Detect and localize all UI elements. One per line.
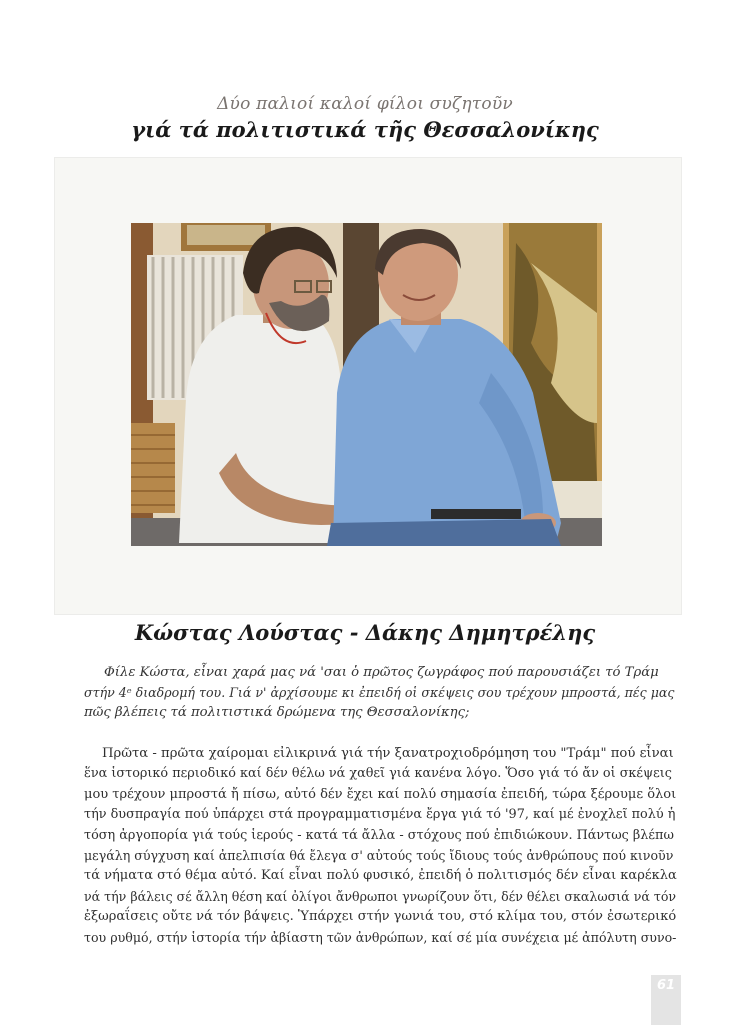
answer-line: νά τήν βάλεις σέ ἄλλη θέση καί ὀλίγοι ἄνθρωποι γνωρίζουν ὅτι, δέν θέλει σκαλωσιά νά τόν <box>84 888 677 904</box>
answer-line: ἕνα ἱστορικό περιοδικό καί δέν θέλω νά χαθεῖ γιά κανένα λόγο. Ὅσο γιά τό ἄν οἱ σκέψεις <box>84 766 672 782</box>
question-line: Φίλε Κώστα, εἶναι χαρά μας νά 'σαι ὁ πρῶτος ζωγράφος πού παρουσιάζει τό Τράμ <box>104 665 659 680</box>
answer-line: ἐξωραΐσεις οὔτε νά τόν βάψεις. Ὑπάρχει στήν γωνιά του, στό κλίμα του, στόν ἐσωτερικό <box>84 909 677 925</box>
answer-line: Πρῶτα - πρῶτα χαίρομαι εἰλικρινά γιά τήν ξανατροχιοδρόμηση του "Τράμ" πού εἶναι <box>102 746 674 761</box>
interview-question <box>84 663 680 723</box>
page-number: 61 <box>651 975 681 1025</box>
interview-participants: Κώστας Λούστας - Δάκης Δημητρέλης <box>134 620 596 645</box>
answer-line: μου τρέχουν μπροστά ἤ πίσω, αὐτό δέν ἔχει καί πολύ σημασία ἐπειδή, τώρα ξέρουμε ὅλοι <box>84 786 677 802</box>
two-men-talking-photo <box>131 223 602 546</box>
answer-line: τά νήματα στό θέμα αὐτό. Καί εἶναι πολύ φυσικό, ἐπειδή ὁ πολιτισμός δέν εἶναι καρέκλα <box>84 868 677 884</box>
answer-line: τήν δυσπραγία πού ὑπάρχει στά προγραμματισμένα ἔργα γιά τό '97, καί μέ ἐνοχλεῖ πολύ ἡ <box>84 807 676 823</box>
answer-line: μεγάλη σύγχυση καί ἀπελπισία θά ἔλεγα σ' αὐτούς τούς ἴδιους τούς ἀνθρώπους πού κινοῦν <box>84 848 674 864</box>
interview-answer <box>84 744 680 948</box>
article-title: γιά τά πολιτιστικά τῆς Θεσσαλονίκης <box>131 117 599 142</box>
article-subtitle: Δύο παλιοί καλοί φίλοι συζητοῦν <box>217 94 513 114</box>
answer-line: του ρυθμό, στήν ἱστορία τήν ἀβίαστη τῶν ἀνθρώπων, καί σέ μία συνέχεια μέ ἀπόλυτη συνο- <box>84 929 677 945</box>
question-line: πῶς βλέπεις τά πολιτιστικά δρώμενα της Θεσσαλονίκης; <box>84 705 470 720</box>
answer-line: τόση ἀργοπορία γιά τούς ἱερούς - κατά τά ἄλλα - στόχους πού ἐπιδιώκουν. Πάντως βλέπω <box>84 827 674 843</box>
question-line: στήν 4ᵉ διαδρομή του. Γιά ν' ἀρχίσουμε κι ἐπειδή οἱ σκέψεις σου τρέχουν μπροστά, πές μας <box>84 685 675 700</box>
